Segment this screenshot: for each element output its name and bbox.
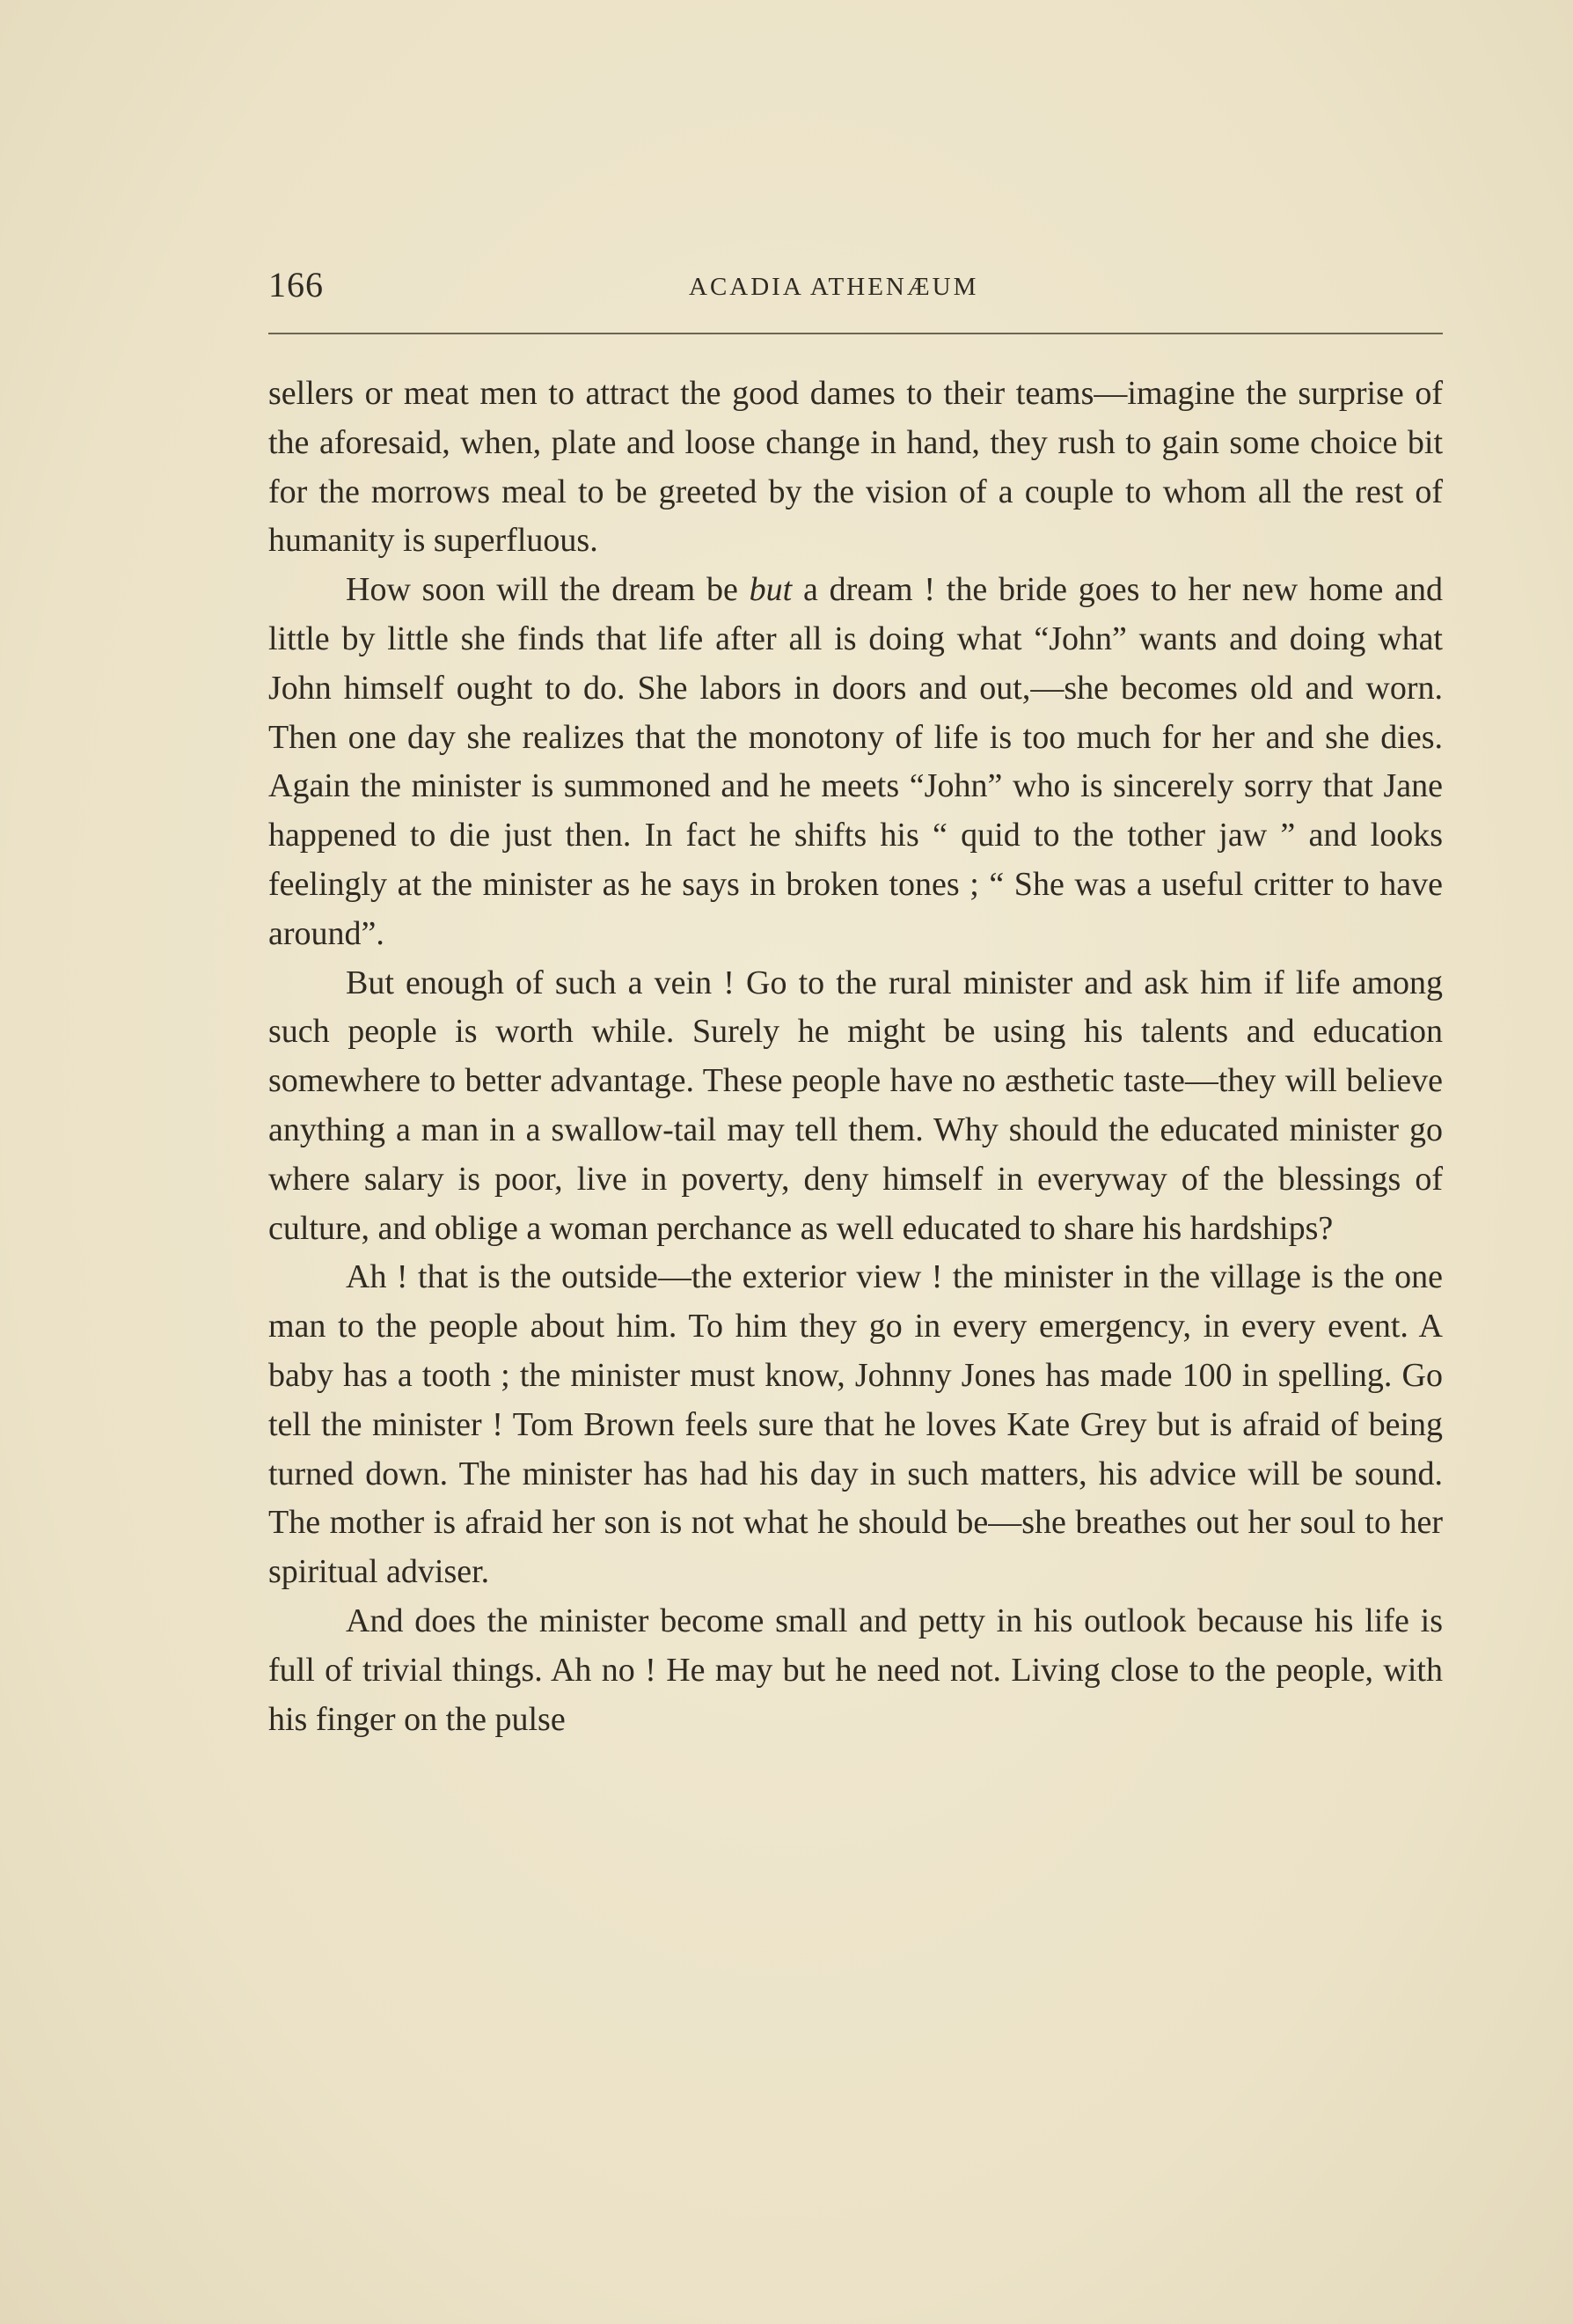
page-header [268,264,1443,326]
paragraph-1: sellers or meat men to attract the good dames to their teams—imagine the surprise of the aforesaid, when, plate and loose change in hand, they rush to gain some choice bit for the morrows meal to be greeted by the vision of a couple to whom all the rest of humanity is superfluous. [268,375,1443,560]
header-rule [268,333,1443,334]
paragraph-5: And does the minister become small and petty in his outlook because his life is full of trivial things. Ah no ! He may but he need not. Living close to the people, with his finger on the pulse [268,1602,1443,1738]
paragraph-2-emphasis: but [749,571,793,609]
body-text [268,370,1443,1744]
paragraph-2-before: How soon will the dream be [346,571,750,609]
paragraph-3: But enough of such a vein ! Go to the rural minister and ask him if life among such people is worth while. Surely he might be using his talents and education somewhere to better advantage. These people have no æsthetic taste—they will believe anything a man in a swallow-tail may tell them. Why should the educated minister go where salary is poor, live in poverty, deny himself in everyway of the blessings of culture, and oblige a woman perchance as well educated to share his hardships? [268,964,1443,1247]
paragraph-2 [268,566,1443,958]
paragraph-4: Ah ! that is the outside—the exterior view ! the minister in the village is the one man to the people about him. To him they go in every emergency, in every event. A baby has a tooth ; the minister must know, Johnny Jones has made 100 in spelling. Go tell the minister ! Tom Brown feels sure that he loves Kate Grey but is afraid of being turned down. The minister has had his day in such matters, his advice will be sound. The mother is afraid her son is not what he should be—she breathes out her soul to her spiritual adviser. [268,1258,1443,1591]
paragraph-2-after: a dream ! the bride goes to her new home and little by little she finds that life after all is doing what “John” wants and doing what John himself ought to do. She labors in doors and out,—she becomes old and worn. Then one day she realizes that the monotony of life is too much for her and she dies. Again the minister is summoned and he meets “John” who is sincerely sorry that Jane happened to die just then. In fact he shifts his “ quid to the tother jaw ” and looks feelingly at the minister as he says in broken tones ; “ She was a useful critter to have around”. [268,571,1443,952]
page-number: 166 [268,265,324,304]
running-head: ACADIA ATHENÆUM [689,273,979,301]
